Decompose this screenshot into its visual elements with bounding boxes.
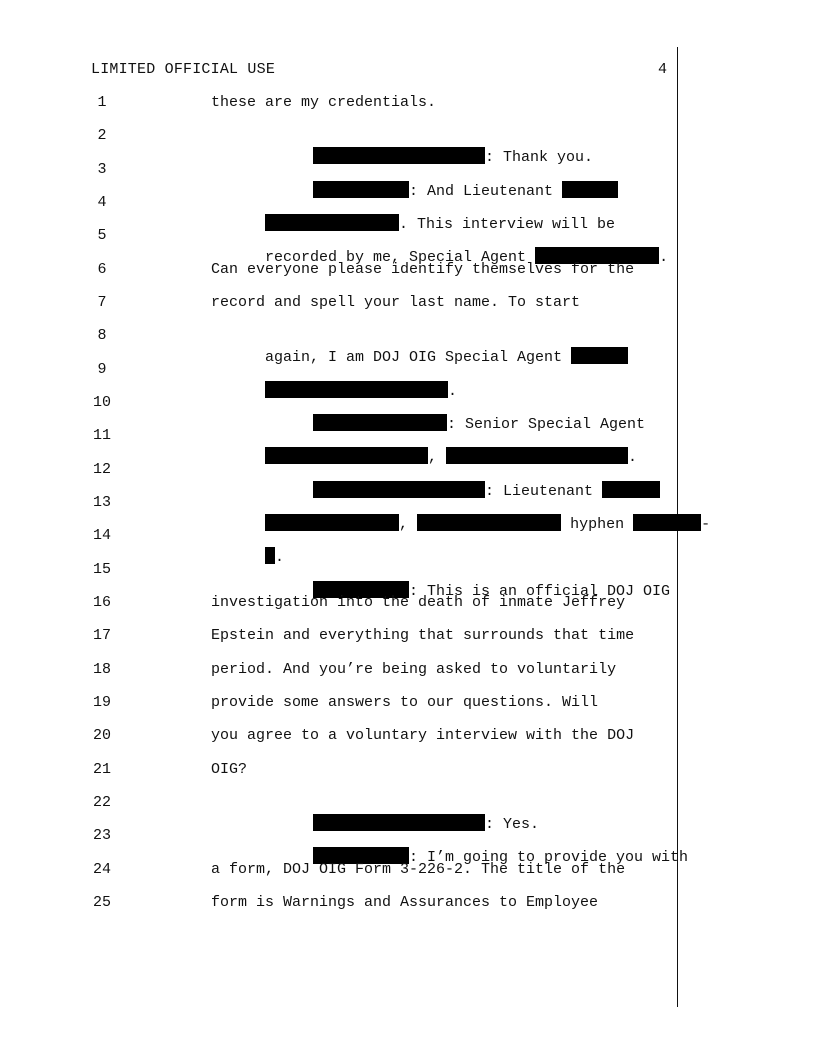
transcript-line: [0, 825, 689, 866]
transcript-line: [0, 859, 676, 881]
line-number: 8: [97, 327, 107, 344]
line-number: 14: [92, 527, 111, 544]
line-text: these are my credentials.: [211, 94, 437, 111]
line-text: Epstein and everything that surrounds that time: [211, 627, 635, 644]
transcript-line: [0, 159, 676, 200]
line-number: 2: [97, 127, 107, 144]
line-number: 11: [92, 427, 111, 444]
line-text: : I’m going to provide you with: [409, 849, 689, 866]
line-text: : Lieutenant: [485, 483, 594, 500]
line-text: .: [448, 383, 458, 400]
transcript-line: [0, 425, 676, 466]
line-text: a form, DOJ OIG Form 3-226-2. The title of the: [211, 861, 626, 878]
line-number: 23: [92, 827, 111, 844]
line-text: : Thank you.: [485, 149, 594, 166]
transcript-line: [0, 459, 676, 500]
line-text: : And Lieutenant: [409, 183, 554, 200]
line-number: 24: [92, 861, 111, 878]
line-text: hyphen: [570, 516, 625, 533]
page-number: 4: [658, 61, 668, 78]
line-text: . This interview will be: [399, 216, 616, 233]
line-text: .: [628, 449, 638, 466]
transcript-line: [0, 892, 676, 914]
line-text: investigation into the death of inmate Jeffrey: [211, 594, 626, 611]
line-number: 19: [92, 694, 111, 711]
line-text: : This is an official DOJ OIG: [409, 583, 671, 600]
transcript-line: [0, 692, 676, 714]
line-number: 6: [97, 261, 107, 278]
line-number: 5: [97, 227, 107, 244]
transcript-line: [0, 559, 676, 600]
line-number: 22: [92, 794, 111, 811]
transcript-line: [0, 392, 676, 433]
line-number: 13: [92, 494, 111, 511]
line-text: period. And you’re being asked to voluntarily: [211, 661, 617, 678]
transcript-line: [0, 492, 711, 533]
line-text: : Yes.: [485, 816, 540, 833]
line-text: : Senior Special Agent: [447, 416, 646, 433]
line-text: again, I am DOJ OIG Special Agent: [265, 349, 563, 366]
line-text: Can everyone please identify themselves for the: [211, 261, 635, 278]
line-number: 7: [97, 294, 107, 311]
line-text: recorded by me, Special Agent: [265, 249, 527, 266]
line-number: 15: [92, 561, 111, 578]
line-text: .: [275, 549, 285, 566]
transcript-line: [0, 625, 676, 647]
line-number: 4: [97, 194, 107, 211]
line-text: ,: [428, 449, 438, 466]
transcript-line: [0, 125, 676, 166]
line-number: 9: [97, 361, 107, 378]
line-text: .: [659, 249, 669, 266]
line-text: provide some answers to our questions. Will: [211, 694, 599, 711]
line-text: -: [701, 516, 711, 533]
line-text: OIG?: [211, 761, 248, 778]
line-number: 1: [97, 94, 107, 111]
transcript-line: [0, 525, 676, 566]
line-text: you agree to a voluntary interview with the DOJ: [211, 727, 635, 744]
transcript-line: [0, 192, 676, 233]
transcript-line: [0, 792, 676, 833]
line-number: 25: [92, 894, 111, 911]
line-number: 16: [92, 594, 111, 611]
line-text: form is Warnings and Assurances to Employee: [211, 894, 599, 911]
transcript-line: [0, 359, 676, 400]
line-text: ,: [399, 516, 409, 533]
line-number: 18: [92, 661, 111, 678]
transcript-line: [0, 92, 676, 114]
transcript-line: [0, 659, 676, 681]
transcript-line: [0, 592, 676, 614]
transcript-line: [0, 759, 676, 781]
transcript-line: [0, 259, 676, 281]
transcript-line: [0, 225, 676, 266]
line-number: 20: [92, 727, 111, 744]
line-number: 17: [92, 627, 111, 644]
line-text: record and spell your last name. To start: [211, 294, 581, 311]
line-number: 21: [92, 761, 111, 778]
header-title: LIMITED OFFICIAL USE: [91, 61, 276, 78]
transcript-line: [0, 725, 676, 747]
transcript-line: [0, 292, 676, 314]
transcript-line: [0, 325, 676, 366]
line-number: 3: [97, 161, 107, 178]
line-number: 10: [92, 394, 111, 411]
line-number: 12: [92, 461, 111, 478]
